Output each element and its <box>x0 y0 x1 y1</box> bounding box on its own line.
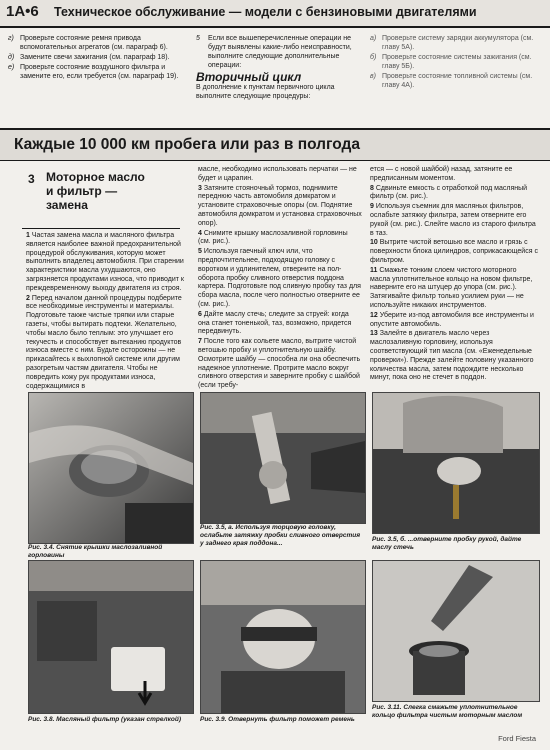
section-heading: Вторичный цикл <box>196 70 302 84</box>
figure-caption: Рис. 3.9. Отвернуть фильтр поможет ремень <box>200 716 355 723</box>
paragraph: 3 Затяните стояночный тормоз, поднимите переднюю часть автомобиля домкратом и установите страховочные опоры (см. Поднятие автомобиля домкратом и установка страховочных опор). <box>198 184 362 227</box>
photo-oil-filter-location <box>28 560 194 714</box>
list-item: в) Проверьте состояние топливной системы (см. главу 4А). <box>370 73 533 89</box>
top-column-1 <box>8 34 186 82</box>
photo-oil-filler-cap <box>28 392 194 544</box>
page-number: 1A•6 <box>6 3 39 20</box>
running-title: Техническое обслуживание — модели с бензиновыми двигателями <box>54 5 477 19</box>
paragraph: 2 Перед началом данной процедуры подберите все необходимые инструменты и материалы. Подготовьте также чистые тряпки или старые газеты, чтобы вытирать подтеки. Желательно, чтобы масло было теплым: это улучшает его текучесть и способствует вытеканию продуктов износа вместе с ним. Будьте осторожны — не прикасайтесь к выхлопной системе или другим разогретым частям двигателя. Чтобы не повредить кожу рук продуктами износа, содержащимися в <box>26 294 182 390</box>
paragraph: 10 Вытрите чистой ветошью все масло и грязь с поверхности блока цилиндров, соприкасающейся с фильтром. <box>370 239 538 264</box>
interval-title: Каждые 10 000 км пробега или раз в полгода <box>14 136 360 153</box>
paragraph: 11 Смажьте тонким слоем чистого моторного масла уплотнительное кольцо на новом фильтре, наверните его на штуцер до упора (см. рис.). Затягивайте фильтр только усилием руки — не используйте никаких инструментов. <box>370 266 533 309</box>
paragraph: 6 Дайте маслу стечь; следите за струей: когда она станет тоненькой, таз, возможно, придется передвинуть. <box>198 310 352 336</box>
photo-filter-seal-oiling <box>372 560 540 702</box>
photo-filter-strap-wrench <box>200 560 366 714</box>
paragraph: В дополнение к пунктам первичного цикла выполните следующие процедуры: <box>196 84 335 100</box>
section-title: Моторное масло и фильтр — замена <box>46 170 145 212</box>
text-column-2 <box>198 166 362 392</box>
paragraph: масле, необходимо использовать перчатки — не будет и царапин. <box>198 166 357 182</box>
list-item: б) Проверьте состояние системы зажигания (см. главу 5Б). <box>370 54 532 70</box>
list-item: а) Проверьте систему зарядки аккумулятора (см. главу 5А). <box>370 35 534 51</box>
paragraph: ется — с новой шайбой) назад, затяните ее предписанным моментом. <box>370 166 513 182</box>
figure-caption: Рис. 3.8. Масляный фильтр (указан стрелкой) <box>28 716 181 723</box>
paragraph: 1 Частая замена масла и масляного фильтра является наиболее важной предохранительной процедурой обслуживания, которую может выполнить владелец автомобиля. При старении характеристики масла ухудшаются, оно загрязняется продуктами износа, что приводит к преждевременному выходу двигателя из строя. <box>26 232 184 292</box>
text-column-1 <box>26 232 190 392</box>
list-item: 5 Если все вышеперечисленные операции не будут выявлены какие-либо неисправности, выполните следующие дополнительные операции: <box>196 35 352 69</box>
list-item: д) Замените свечи зажигания (см. параграф 18). <box>8 54 170 61</box>
paragraph: 4 Снимите крышку маслозаливной горловины (см. рис.). <box>198 229 348 246</box>
paragraph: 8 Сдвиньте емкость с отработкой под масляный фильтр (см. рис.). <box>370 184 528 201</box>
list-item: г) Проверьте состояние ремня привода вспомогательных агрегатов (см. параграф 6). <box>8 35 168 51</box>
paragraph: 5 Используя гаечный ключ или, что предпочтительнее, подходящую головку с воротком и удлинителем, отверните на пол-оборота пробку сливного отверстия поддона картера. Подготовьте под сливную пробку таз для сбора масла, после чего полностью отверните ее (см. рис.). <box>198 248 361 308</box>
section-header <box>22 168 180 229</box>
text-column-3 <box>370 166 538 384</box>
photo-drain-plug-socket <box>200 392 366 524</box>
footer-model: Ford Fiesta <box>498 734 536 743</box>
interval-banner <box>0 128 550 161</box>
paragraph: 7 После того как сольете масло, вытрите чистой ветошью пробку и уплотнительную шайбу. Осмотрите шайбу — способна ли она обеспечить надежное уплотнение. Протрите масло вокруг сливного отверстия и заверните пробку с шайбой (если требу- <box>198 338 361 390</box>
paragraph: 12 Уберите из-под автомобиля все инструменты и опустите автомобиль. <box>370 311 534 328</box>
paragraph: 9 Используя съемник для масляных фильтров, ослабьте затяжку фильтра, затем отверните его рукой (см. рис.). Слейте масло из старого фильтра в таз. <box>370 203 536 237</box>
figure-caption: Рис. 3.5, а. Используя торцовую головку, ослабьте затяжку пробки сливного отверстия у заднего края поддона... <box>200 524 361 547</box>
figure-caption: Рис. 3.4. Снятие крышки маслозаливной горловины <box>28 544 163 559</box>
list-item: е) Проверьте состояние воздушного фильтра и замените его, если требуется (см. параграф 19). <box>8 64 179 80</box>
figure-caption: Рис. 3.5, б. ...отверните пробку рукой, дайте маслу стечь <box>372 536 522 551</box>
section-number: 3 <box>28 172 35 186</box>
paragraph: 13 Залейте в двигатель масло через маслозаливную горловину, используя соответствующий тип масла (см. «Еженедельные проверки»). Прежде залейте половину указанного количества масла, затем подождите несколько минут, пока оно не стечет в поддон. <box>370 330 534 382</box>
top-column-2 <box>196 34 360 101</box>
photo-drain-plug-hand <box>372 392 540 534</box>
top-column-3 <box>370 34 538 91</box>
page-header <box>0 0 550 28</box>
figure-caption: Рис. 3.11. Слегка смажьте уплотнительное кольцо фильтра чистым моторным маслом <box>372 704 523 719</box>
